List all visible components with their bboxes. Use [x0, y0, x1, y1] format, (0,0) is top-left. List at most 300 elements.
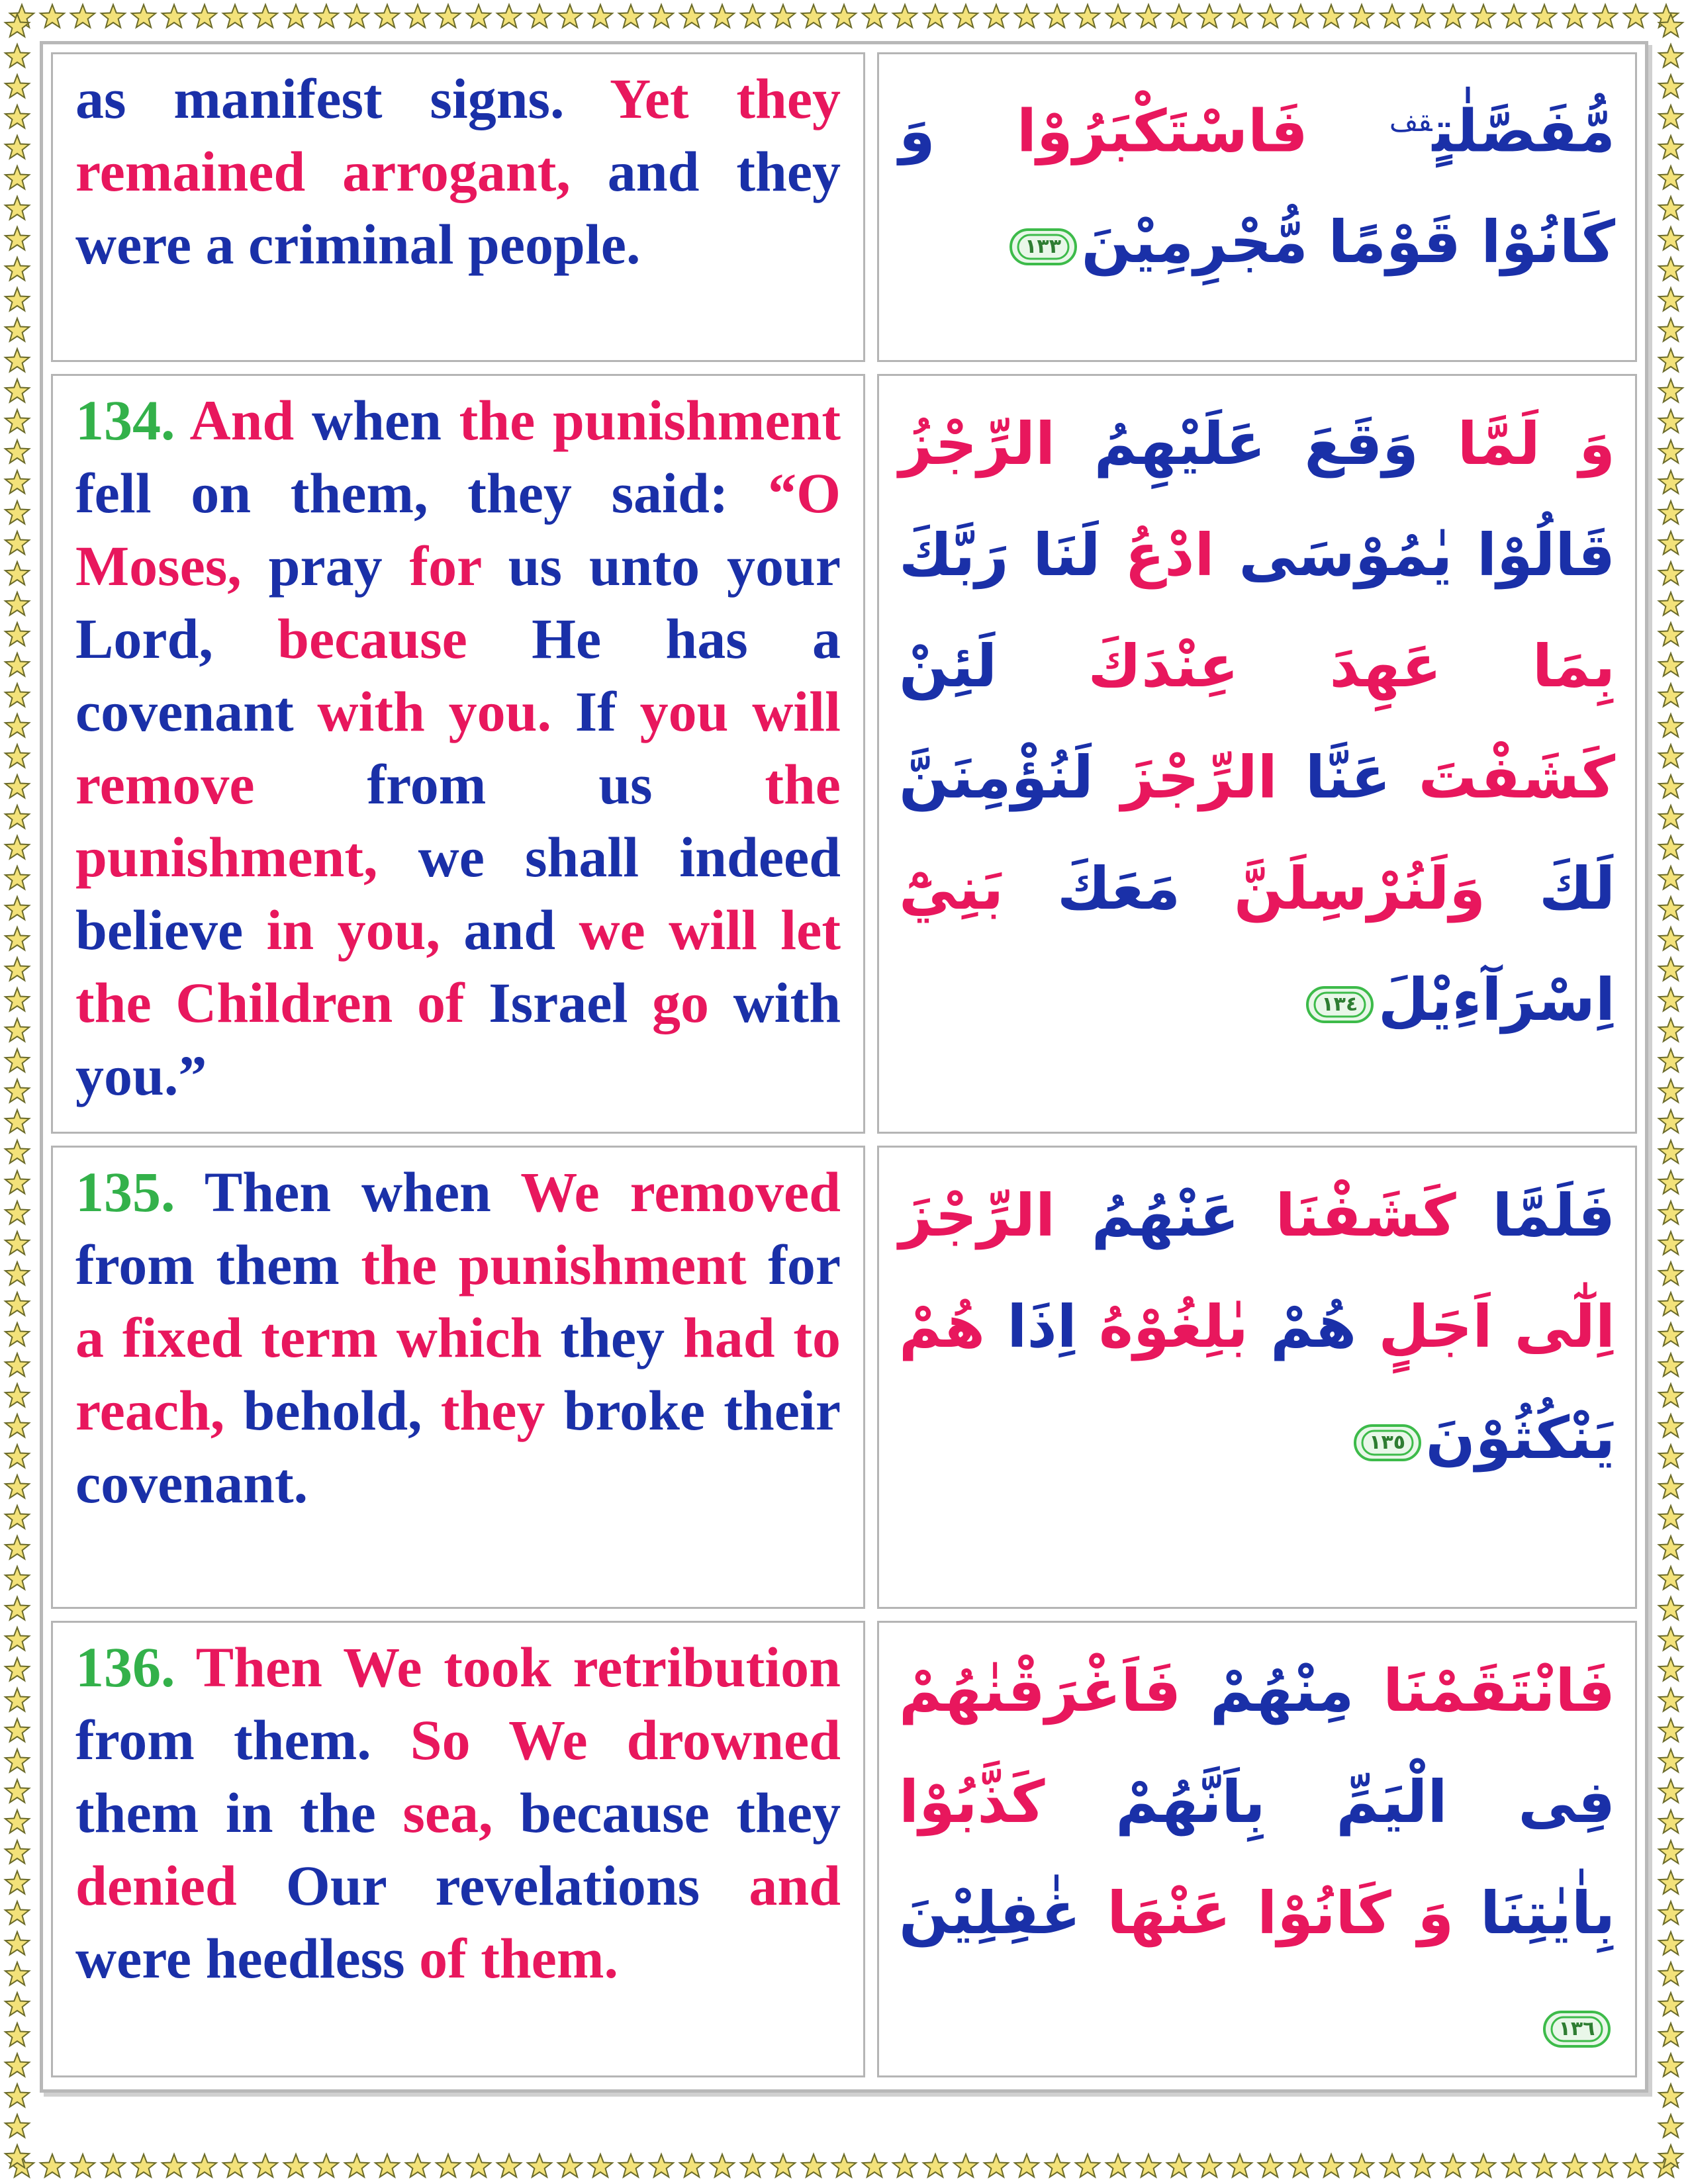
border-star-icon — [771, 5, 795, 27]
border-star-icon — [954, 2154, 978, 2177]
border-star-icon — [1659, 1901, 1683, 1924]
arabic-segment: قَالُوْا يٰمُوْسَى — [1214, 520, 1615, 589]
arabic-segment: عَنْهَا — [1080, 1878, 1231, 1947]
arabic-cell — [877, 374, 1637, 1134]
border-star-icon — [5, 897, 29, 919]
arabic-segment: عَنْهُمُ — [1055, 1181, 1239, 1250]
arabic-cell — [877, 1146, 1637, 1609]
border-star-icon — [497, 5, 521, 27]
border-star-icon — [5, 805, 29, 828]
translation-segment: behold, — [243, 1379, 441, 1442]
translation-segment: we will let the Children of — [75, 898, 841, 1034]
border-star-icon — [314, 5, 338, 27]
border-star-icon — [1659, 653, 1683, 676]
border-star-icon — [1659, 1019, 1683, 1041]
border-star-icon — [1659, 531, 1683, 554]
ayah-number: ١٣٣ — [1025, 235, 1062, 259]
border-star-icon — [1258, 2154, 1282, 2177]
border-star-icon — [1659, 1749, 1683, 1772]
translation-segment: and they were a criminal people. — [75, 140, 841, 276]
border-star-icon — [5, 471, 29, 493]
border-star-icon — [5, 1506, 29, 1528]
translation-segment: and — [749, 1854, 841, 1917]
border-star-icon — [1659, 1658, 1683, 1680]
border-star-icon — [1659, 1627, 1683, 1650]
border-star-icon — [101, 2154, 125, 2177]
border-star-icon — [223, 5, 247, 27]
border-star-icon — [1380, 5, 1404, 27]
translation-segment: And — [189, 388, 312, 452]
arabic-segment: بٰلِغُوْهُ — [1076, 1292, 1248, 1361]
arabic-segment: وَ كَانُوْا — [1231, 1878, 1454, 1947]
border-star-icon — [802, 2154, 825, 2177]
ayah-end-marker-icon — [1009, 228, 1078, 266]
translation-segment: go — [651, 971, 733, 1034]
border-star-icon — [5, 1536, 29, 1559]
arabic-segment: مُّفَصَّلٰتٍ — [1432, 96, 1615, 165]
border-star-icon — [1137, 5, 1160, 27]
border-star-icon — [1659, 318, 1683, 341]
border-star-icon — [101, 5, 125, 27]
border-star-icon — [5, 1567, 29, 1589]
border-star-icon — [406, 2154, 430, 2177]
border-star-icon — [5, 531, 29, 554]
border-star-icon — [5, 197, 29, 219]
border-star-icon — [1659, 745, 1683, 767]
verses-table — [40, 41, 1648, 2093]
translation-segment: of them. — [419, 1927, 618, 1990]
arabic-text — [899, 66, 1615, 297]
border-star-icon — [5, 1323, 29, 1345]
translation-segment: we shall indeed believe — [75, 825, 841, 962]
border-star-icon — [1659, 1414, 1683, 1437]
border-star-icon — [1659, 501, 1683, 523]
border-star-icon — [1659, 1353, 1683, 1376]
border-star-icon — [1659, 2054, 1683, 2076]
border-star-icon — [1411, 2154, 1434, 2177]
translation-segment: He has a covenant — [75, 607, 841, 743]
border-star-icon — [5, 1962, 29, 1985]
border-star-icon — [1659, 562, 1683, 584]
border-star-icon — [1197, 5, 1221, 27]
border-star-icon — [1659, 14, 1683, 36]
border-star-icon — [1659, 714, 1683, 737]
border-star-icon — [5, 2115, 29, 2137]
translation-segment: them in the — [75, 1781, 403, 1844]
verse-row-133 — [51, 52, 1637, 362]
border-star-icon — [1258, 5, 1282, 27]
border-star-icon — [863, 2154, 886, 2177]
border-star-icon — [1659, 1201, 1683, 1224]
border-star-icon — [1319, 2154, 1343, 2177]
translation-segment: the punishment — [459, 388, 841, 452]
translation-segment: denied — [75, 1854, 286, 1917]
border-star-icon — [5, 1353, 29, 1376]
border-star-icon — [1659, 1323, 1683, 1345]
border-star-icon — [1563, 2154, 1587, 2177]
border-star-icon — [1659, 1536, 1683, 1559]
border-star-icon — [1659, 1049, 1683, 1071]
border-star-icon — [1659, 1719, 1683, 1741]
border-star-icon — [1502, 2154, 1526, 2177]
border-star-icon — [1441, 5, 1465, 27]
border-star-icon — [436, 2154, 460, 2177]
arabic-segment: كَذَّبُوْا — [899, 1767, 1045, 1836]
arabic-cell — [877, 1621, 1637, 2077]
arabic-text — [899, 1160, 1615, 1493]
arabic-segment: فَانْتَقَمْنَا — [1354, 1656, 1615, 1725]
arabic-segment: فَلَمَّا — [1456, 1181, 1615, 1250]
arabic-segment: مِنْهُمْ — [1181, 1656, 1354, 1725]
border-star-icon — [375, 2154, 399, 2177]
ayah-number: ١٣٦ — [1558, 2017, 1595, 2040]
border-star-icon — [436, 5, 460, 27]
border-star-icon — [1472, 2154, 1495, 2177]
border-star-icon — [162, 5, 186, 27]
border-star-icon — [1106, 5, 1130, 27]
border-star-icon — [132, 2154, 156, 2177]
border-star-icon — [1563, 5, 1587, 27]
border-star-icon — [1197, 2154, 1221, 2177]
border-star-icon — [254, 2154, 277, 2177]
border-star-icon — [680, 2154, 704, 2177]
border-star-icon — [1659, 958, 1683, 980]
translation-segment: with you. — [317, 680, 575, 743]
border-star-icon — [5, 988, 29, 1011]
arabic-cell — [877, 52, 1637, 362]
border-star-icon — [1659, 1688, 1683, 1711]
border-star-icon — [802, 5, 825, 27]
ayah-number: ١٣٥ — [1369, 1431, 1406, 1454]
border-star-icon — [1532, 5, 1556, 27]
translation-segment: the punishment — [361, 1233, 769, 1297]
border-star-icon — [5, 410, 29, 432]
border-star-icon — [1659, 836, 1683, 858]
border-star-icon — [5, 684, 29, 706]
translation-segment: had to reach, — [75, 1306, 841, 1442]
english-translation — [75, 1156, 841, 1520]
translation-segment: 136. — [75, 1635, 196, 1699]
border-star-icon — [1659, 1384, 1683, 1406]
border-star-icon — [5, 75, 29, 97]
arabic-text — [899, 388, 1615, 1055]
translation-segment: us unto your Lord, — [75, 534, 841, 670]
arabic-segment: هُمْ — [1248, 1292, 1357, 1361]
star-border-top — [0, 0, 1688, 34]
arabic-segment: وَقَعَ عَلَيْهِمُ — [1055, 409, 1419, 478]
arabic-segment: اِذَا — [985, 1292, 1077, 1361]
border-star-icon — [1659, 227, 1683, 250]
border-star-icon — [5, 105, 29, 128]
translation-segment: from them. — [75, 1708, 410, 1772]
translation-segment: they — [440, 1379, 564, 1442]
arabic-segment: كَشَفْتَ — [1390, 743, 1615, 811]
arabic-segment: وَ لَمَّا — [1418, 409, 1615, 478]
translation-segment: in you, — [266, 898, 464, 962]
border-star-icon — [1411, 5, 1434, 27]
border-star-icon — [832, 5, 856, 27]
border-star-icon — [5, 927, 29, 950]
border-star-icon — [1659, 1506, 1683, 1528]
border-star-icon — [1659, 75, 1683, 97]
border-star-icon — [162, 2154, 186, 2177]
border-star-icon — [5, 44, 29, 67]
border-star-icon — [5, 1171, 29, 1193]
translation-segment: pray — [268, 534, 410, 598]
border-star-icon — [1659, 166, 1683, 189]
border-star-icon — [1659, 988, 1683, 1011]
translation-segment: Israel — [489, 971, 652, 1034]
border-star-icon — [314, 2154, 338, 2177]
border-star-icon — [741, 5, 765, 27]
border-star-icon — [406, 5, 430, 27]
verse-row-135 — [51, 1146, 1637, 1609]
border-star-icon — [5, 775, 29, 797]
border-star-icon — [741, 2154, 765, 2177]
border-star-icon — [1659, 105, 1683, 128]
border-star-icon — [5, 1414, 29, 1437]
border-star-icon — [345, 5, 369, 27]
translation-segment: when — [312, 388, 459, 452]
translation-segment: because — [277, 607, 532, 670]
translation-segment: with you.” — [75, 971, 841, 1107]
arabic-segment: كَشَفْنَا — [1239, 1181, 1456, 1250]
border-star-icon — [345, 2154, 369, 2177]
border-star-icon — [5, 1719, 29, 1741]
border-star-icon — [497, 2154, 521, 2177]
border-star-icon — [649, 2154, 673, 2177]
border-star-icon — [5, 227, 29, 250]
border-star-icon — [5, 2084, 29, 2107]
border-star-icon — [71, 2154, 95, 2177]
translation-segment: Then We took retribution — [195, 1635, 841, 1699]
arabic-segment: عَنَّا — [1277, 743, 1391, 811]
border-star-icon — [863, 5, 886, 27]
border-star-icon — [1659, 410, 1683, 432]
border-star-icon — [984, 5, 1008, 27]
translation-segment: were heedless — [75, 1927, 420, 1990]
border-star-icon — [223, 2154, 247, 2177]
english-cell — [51, 374, 865, 1134]
border-star-icon — [710, 5, 734, 27]
ayah-end-marker-icon — [1542, 2010, 1611, 2048]
border-star-icon — [467, 2154, 491, 2177]
arabic-segment: ادْعُ — [1100, 520, 1215, 589]
translation-segment: for — [768, 1233, 841, 1297]
border-star-icon — [1106, 2154, 1130, 2177]
border-star-icon — [1659, 1932, 1683, 1954]
verse-row-134 — [51, 374, 1637, 1134]
translation-segment: So We drowned — [410, 1708, 841, 1772]
border-star-icon — [954, 5, 978, 27]
border-star-icon — [619, 2154, 643, 2177]
translation-segment: they — [560, 1306, 683, 1369]
border-star-icon — [5, 349, 29, 371]
border-star-icon — [5, 1140, 29, 1163]
border-star-icon — [5, 440, 29, 463]
border-star-icon — [5, 1993, 29, 2015]
border-star-icon — [5, 1810, 29, 1833]
border-star-icon — [1659, 1232, 1683, 1254]
border-star-icon — [528, 2154, 551, 2177]
border-star-icon — [5, 501, 29, 523]
border-star-icon — [284, 5, 308, 27]
border-star-icon — [1659, 1810, 1683, 1833]
border-star-icon — [5, 836, 29, 858]
border-star-icon — [1659, 379, 1683, 402]
english-translation — [75, 62, 841, 281]
border-star-icon — [1137, 2154, 1160, 2177]
border-star-icon — [1659, 2115, 1683, 2137]
english-translation — [75, 1631, 841, 1995]
english-translation — [75, 384, 841, 1112]
border-star-icon — [1659, 775, 1683, 797]
border-star-icon — [1659, 1140, 1683, 1163]
border-star-icon — [1659, 288, 1683, 310]
border-star-icon — [1076, 2154, 1100, 2177]
border-star-icon — [1659, 1597, 1683, 1619]
border-star-icon — [5, 562, 29, 584]
border-star-icon — [1659, 2145, 1683, 2167]
border-star-icon — [771, 2154, 795, 2177]
border-star-icon — [1659, 136, 1683, 158]
arabic-segment: وَ كَانُوْا قَوْمًا مُّجْرِمِيْنَ — [899, 96, 1615, 277]
arabic-segment: بِمَا عَهِدَ — [1239, 631, 1615, 700]
border-star-icon — [5, 1658, 29, 1680]
border-star-icon — [5, 1749, 29, 1772]
border-star-icon — [710, 2154, 734, 2177]
border-star-icon — [984, 2154, 1008, 2177]
border-star-icon — [1659, 197, 1683, 219]
translation-segment: as manifest signs. — [75, 67, 610, 130]
arabic-segment: لَنَا رَبَّكَ — [899, 520, 1101, 589]
arabic-segment: اِسْرَآءِيْلَ — [1378, 965, 1615, 1034]
border-star-icon — [1659, 866, 1683, 889]
ayah-number: ١٣٤ — [1321, 993, 1358, 1016]
border-star-icon — [5, 1201, 29, 1224]
border-star-icon — [5, 866, 29, 889]
border-star-icon — [1659, 927, 1683, 950]
border-star-icon — [1502, 5, 1526, 27]
arabic-text — [899, 1635, 1615, 2079]
arabic-segment: بِاٰيٰتِنَا — [1454, 1878, 1616, 1947]
border-star-icon — [619, 5, 643, 27]
translation-segment: If — [575, 680, 640, 743]
arabic-segment: بِاَنَّهُمْ — [1045, 1767, 1266, 1836]
border-star-icon — [1015, 5, 1039, 27]
border-star-icon — [467, 5, 491, 27]
border-star-icon — [5, 1475, 29, 1498]
border-star-icon — [1593, 2154, 1617, 2177]
border-star-icon — [1659, 805, 1683, 828]
translation-segment: from them — [75, 1233, 361, 1297]
border-star-icon — [1659, 623, 1683, 645]
border-star-icon — [1380, 2154, 1404, 2177]
border-star-icon — [71, 5, 95, 27]
border-star-icon — [5, 1841, 29, 1863]
border-star-icon — [5, 2145, 29, 2167]
border-star-icon — [5, 1688, 29, 1711]
border-star-icon — [5, 318, 29, 341]
verse-row-136 — [51, 1621, 1637, 2077]
border-star-icon — [254, 5, 277, 27]
border-star-icon — [1659, 257, 1683, 280]
arabic-segment: الرِّجْزَ — [1093, 743, 1278, 811]
border-star-icon — [1659, 1293, 1683, 1315]
border-star-icon — [832, 2154, 856, 2177]
border-star-icon — [40, 2154, 64, 2177]
border-star-icon — [1659, 471, 1683, 493]
border-star-icon — [558, 2154, 582, 2177]
border-star-icon — [1659, 440, 1683, 463]
border-star-icon — [1659, 1993, 1683, 2015]
border-star-icon — [1659, 1475, 1683, 1498]
border-star-icon — [1167, 2154, 1191, 2177]
border-star-icon — [588, 5, 612, 27]
border-star-icon — [193, 5, 216, 27]
border-star-icon — [5, 1597, 29, 1619]
border-star-icon — [1624, 2154, 1648, 2177]
english-cell — [51, 1621, 865, 2077]
translation-segment: and — [463, 898, 579, 962]
translation-segment: from us — [367, 752, 765, 816]
border-star-icon — [1659, 1841, 1683, 1863]
translation-segment: you will remove — [75, 680, 841, 816]
ayah-end-marker-icon — [1305, 985, 1374, 1024]
translation-segment: the punishment, — [75, 752, 841, 889]
arabic-segment: هُمْ — [899, 1292, 986, 1361]
border-star-icon — [5, 592, 29, 615]
border-star-icon — [1593, 5, 1617, 27]
translation-segment: Our revelations — [285, 1854, 749, 1917]
arabic-segment: لَنُؤْمِنَنَّ لَكَ — [899, 743, 1615, 923]
translation-segment: 134. — [75, 388, 190, 452]
border-star-icon — [1228, 2154, 1252, 2177]
border-star-icon — [5, 1384, 29, 1406]
border-star-icon — [1659, 2084, 1683, 2107]
border-star-icon — [1167, 5, 1191, 27]
border-star-icon — [1659, 1871, 1683, 1893]
border-star-icon — [1624, 5, 1648, 27]
border-star-icon — [5, 1780, 29, 1802]
border-star-icon — [5, 2054, 29, 2076]
border-star-icon — [5, 1049, 29, 1071]
border-star-icon — [5, 653, 29, 676]
border-star-icon — [1350, 5, 1374, 27]
border-star-icon — [1015, 2154, 1039, 2177]
border-star-icon — [5, 745, 29, 767]
arabic-segment: يَنْكُثُوْنَ — [1425, 1403, 1615, 1472]
border-star-icon — [1659, 1445, 1683, 1467]
ayah-end-marker-icon — [1353, 1424, 1422, 1462]
translation-segment: Yet they remained arrogant, — [75, 67, 841, 203]
border-star-icon — [1659, 1110, 1683, 1132]
border-star-icon — [1532, 2154, 1556, 2177]
arabic-segment: فَاسْتَكْبَرُوْا — [935, 96, 1389, 165]
border-star-icon — [1659, 2023, 1683, 2046]
border-star-icon — [5, 623, 29, 645]
border-star-icon — [558, 5, 582, 27]
border-star-icon — [649, 5, 673, 27]
border-star-icon — [5, 1445, 29, 1467]
border-star-icon — [5, 166, 29, 189]
border-star-icon — [5, 2023, 29, 2046]
border-star-icon — [193, 2154, 216, 2177]
star-border-bottom — [0, 2150, 1688, 2184]
border-star-icon — [1289, 5, 1313, 27]
border-star-icon — [5, 288, 29, 310]
border-star-icon — [1441, 2154, 1465, 2177]
